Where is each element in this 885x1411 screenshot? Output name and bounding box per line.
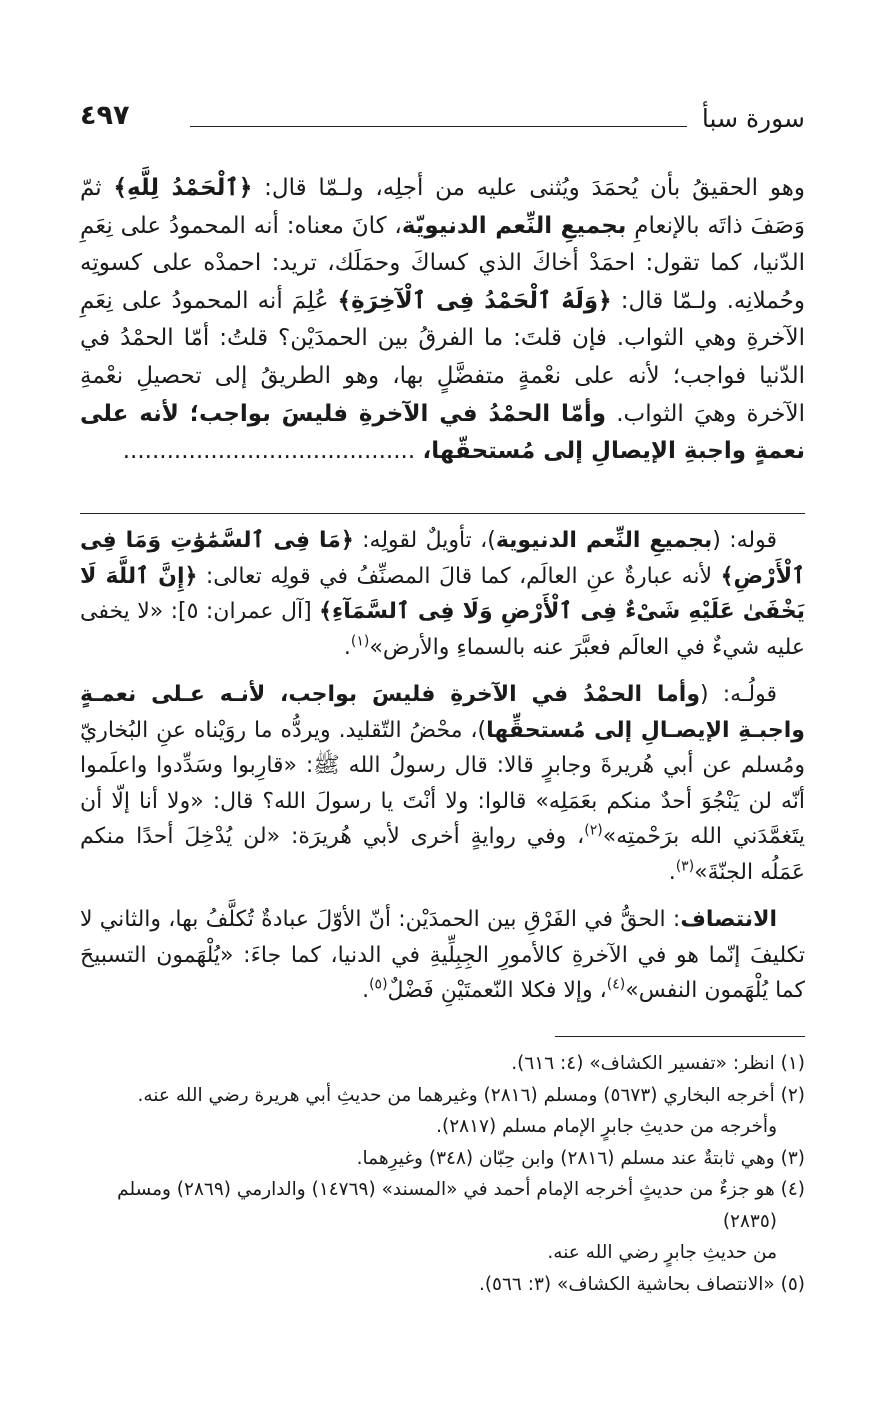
main-separator: [80, 513, 805, 514]
comm-text: [آل عمران: ٥]: «لا يخفى عليه شيءٌ في العالَم فعبَّرَ عنه بالسماءِ والأرض»: [80, 599, 805, 660]
main-dots: ........................................: [122, 438, 423, 465]
footnotes: [80, 1048, 805, 1300]
footnote: (٣) وهي ثابتةٌ عند مسلم (٢٨١٦) وابن حِبّان (٣٤٨) وغيرِهما.: [356, 1147, 805, 1169]
main-text-part: وهو الحقيقُ بأن يُحمَدَ ويُثنى عليه من أجلِه، ولـمّا قال:: [252, 175, 805, 201]
main-text: [80, 170, 805, 471]
footnote: (١) انظر: «تفسير الكشاف» (٤: ٦١٦).: [511, 1053, 805, 1074]
footnote-continuation: من حديثِ جابرٍ رضي الله عنه.: [547, 1242, 777, 1263]
comm-text: ، وإلا فكلا النّعمتَيْنِ فَضْلٌ: [387, 978, 607, 1003]
surah-title: سورة سبأ: [701, 104, 805, 133]
footnote: (٥) «الانتصاف بحاشية الكشاف» (٣: ٥٦٦).: [478, 1273, 805, 1295]
comm-text: قولُـه: (: [700, 682, 777, 707]
header-rule: [190, 126, 687, 127]
footnote-ref: (١): [350, 633, 370, 650]
comm-text: )، محْضُ التّقليد. ويردُّه ما روَيْناه عنِ البُخاريّ ومُسلم عن أبي هُريرةَ وجابرٍ قالا: قال رسولُ الله ﷺ: «قارِبوا وسَدِّدوا واعلَموا أنّه لن يَنْجُوَ أحدٌ منكم بعَمَلِه» قالوا: ولا أنْتَ يا رسولَ الله؟ قال: «ولا أنا إلّا أن يتَغمَّدَني الله برَحْمتِه»: [80, 717, 805, 849]
footnote-ref: (٤): [606, 976, 626, 993]
footnote-ref: (٢): [584, 822, 603, 839]
quran-verse: ﴿وَلَهُ ٱلْحَمْدُ فِى ٱلْآخِرَةِ﴾: [337, 287, 612, 314]
commentary-paragraph: [80, 677, 805, 890]
comm-bold: وأما الحمْدُ في الآخرةِ فليسَ بواجب، لأنـه عـلى نعمـةٍ واجبـةِ الإيصـالِ إلى مُستحقِّها: [80, 682, 805, 743]
footnote-continuation: وأخرجه من حديثِ جابرٍ الإمام مسلم (٢٨١٧).: [436, 1116, 777, 1137]
main-text-part: عُلِمَ أنه المحمودُ على نِعَمِ الآخرةِ وهي الثواب. فإن قلتَ: ما الفرقُ بين الحمدَيْن؟ قلتُ: أمّا الحمْدُ في الدّنيا فواجب؛ لأنه على نعْمةٍ متفضَّلٍ بها، وهو الطريقُ إلى تحصيلِ نعْمةِ الآخرة وهيَ الثواب.: [80, 287, 805, 427]
commentary: [80, 523, 805, 1021]
footnote: (٤) هو جزءٌ من حديثٍ أخرجه الإمام أحمد في «المسند» (١٤٧٦٩) والدارمي (٢٨٦٩) ومسلم (٢٨٣٥): [117, 1179, 805, 1232]
main-text-part: ثمّ وَصَفَ ذاتَه بالإنعامِ: [80, 175, 805, 239]
comm-text: .: [668, 859, 676, 885]
commentary-paragraph: [80, 523, 805, 665]
page-header: [80, 100, 805, 144]
footnote-rule: [555, 1036, 805, 1037]
quran-verse: ﴿مَا فِى ٱلسَّمَٰوَٰتِ وَمَا فِى ٱلْأَرْضِ﴾: [80, 528, 805, 589]
comm-text: )، تأويلٌ لقولِه:: [353, 528, 496, 553]
intisaf-label: الانتصاف: [680, 907, 777, 932]
comm-text: لأنه عبارةٌ عنِ العالَم، كما قالَ المصنِّفُ في قولِه تعالى:: [197, 563, 721, 589]
quran-verse: ﴿إِنَّ ٱللَّهَ لَا يَخْفَىٰ عَلَيْهِ شَىْءٌ فِى ٱلْأَرْضِ وَلَا فِى ٱلسَّمَآءِ﴾: [80, 563, 805, 624]
footnote-ref: (٣): [675, 858, 695, 875]
comm-text: ، وفي روايةٍ أخرى لأبي هُريرَة: «لن يُدْخِلَ أحدًا منكم عَمَلُه الجنّةَ»: [80, 824, 805, 885]
commentary-paragraph: [80, 902, 805, 1009]
main-bold-phrase: بجميعِ النِّعم الدنيويّة: [401, 212, 627, 239]
page-number: ٤٩٧: [80, 100, 130, 131]
quran-verse: ﴿ٱلْحَمْدُ لِلَّهِ﴾: [113, 175, 253, 201]
comm-text: .: [362, 978, 370, 1003]
footnote-ref: (٥): [369, 976, 388, 993]
comm-text: .: [343, 634, 351, 660]
main-text-part: ، كانَ معناه: أنه المحمودُ على نِعَمِ الدّنيا، كما تقول: احمَدْ أخاكَ الذي كساكَ وحمَلَك، تريد: احمدْه على كسوتِه وحُملانِه. ولـمّا قال:: [80, 212, 805, 314]
comm-text: : الحقُّ في الفَرْقِ بين الحمدَيْن: أنّ الأوّلَ عبادةٌ تُكلَّفُ بها، والثاني لا تكليفَ إنّما هو في الآخرةِ كالأمورِ الجِبِلِّيةِ في الدنيا، كما جاءَ: «يُلْهَمون التسبيحَ كما يُلْهَمون النفس»: [80, 907, 805, 1003]
footnote: (٢) أخرجه البخاري (٥٦٧٣) ومسلم (٢٨١٦) وغيرهما من حديثِ أبي هريرة رضي الله عنه.: [137, 1084, 805, 1106]
comm-text: قوله: (: [712, 528, 777, 553]
comm-bold: بجميعِ النِّعم الدنيوية: [495, 528, 713, 553]
main-bold-phrase: وأمّا الحمْدُ في الآخرةِ فليسَ بواجب؛ لأنه على نعمةٍ واجبةِ الإيصالِ إلى مُستحقّها،: [80, 400, 805, 465]
